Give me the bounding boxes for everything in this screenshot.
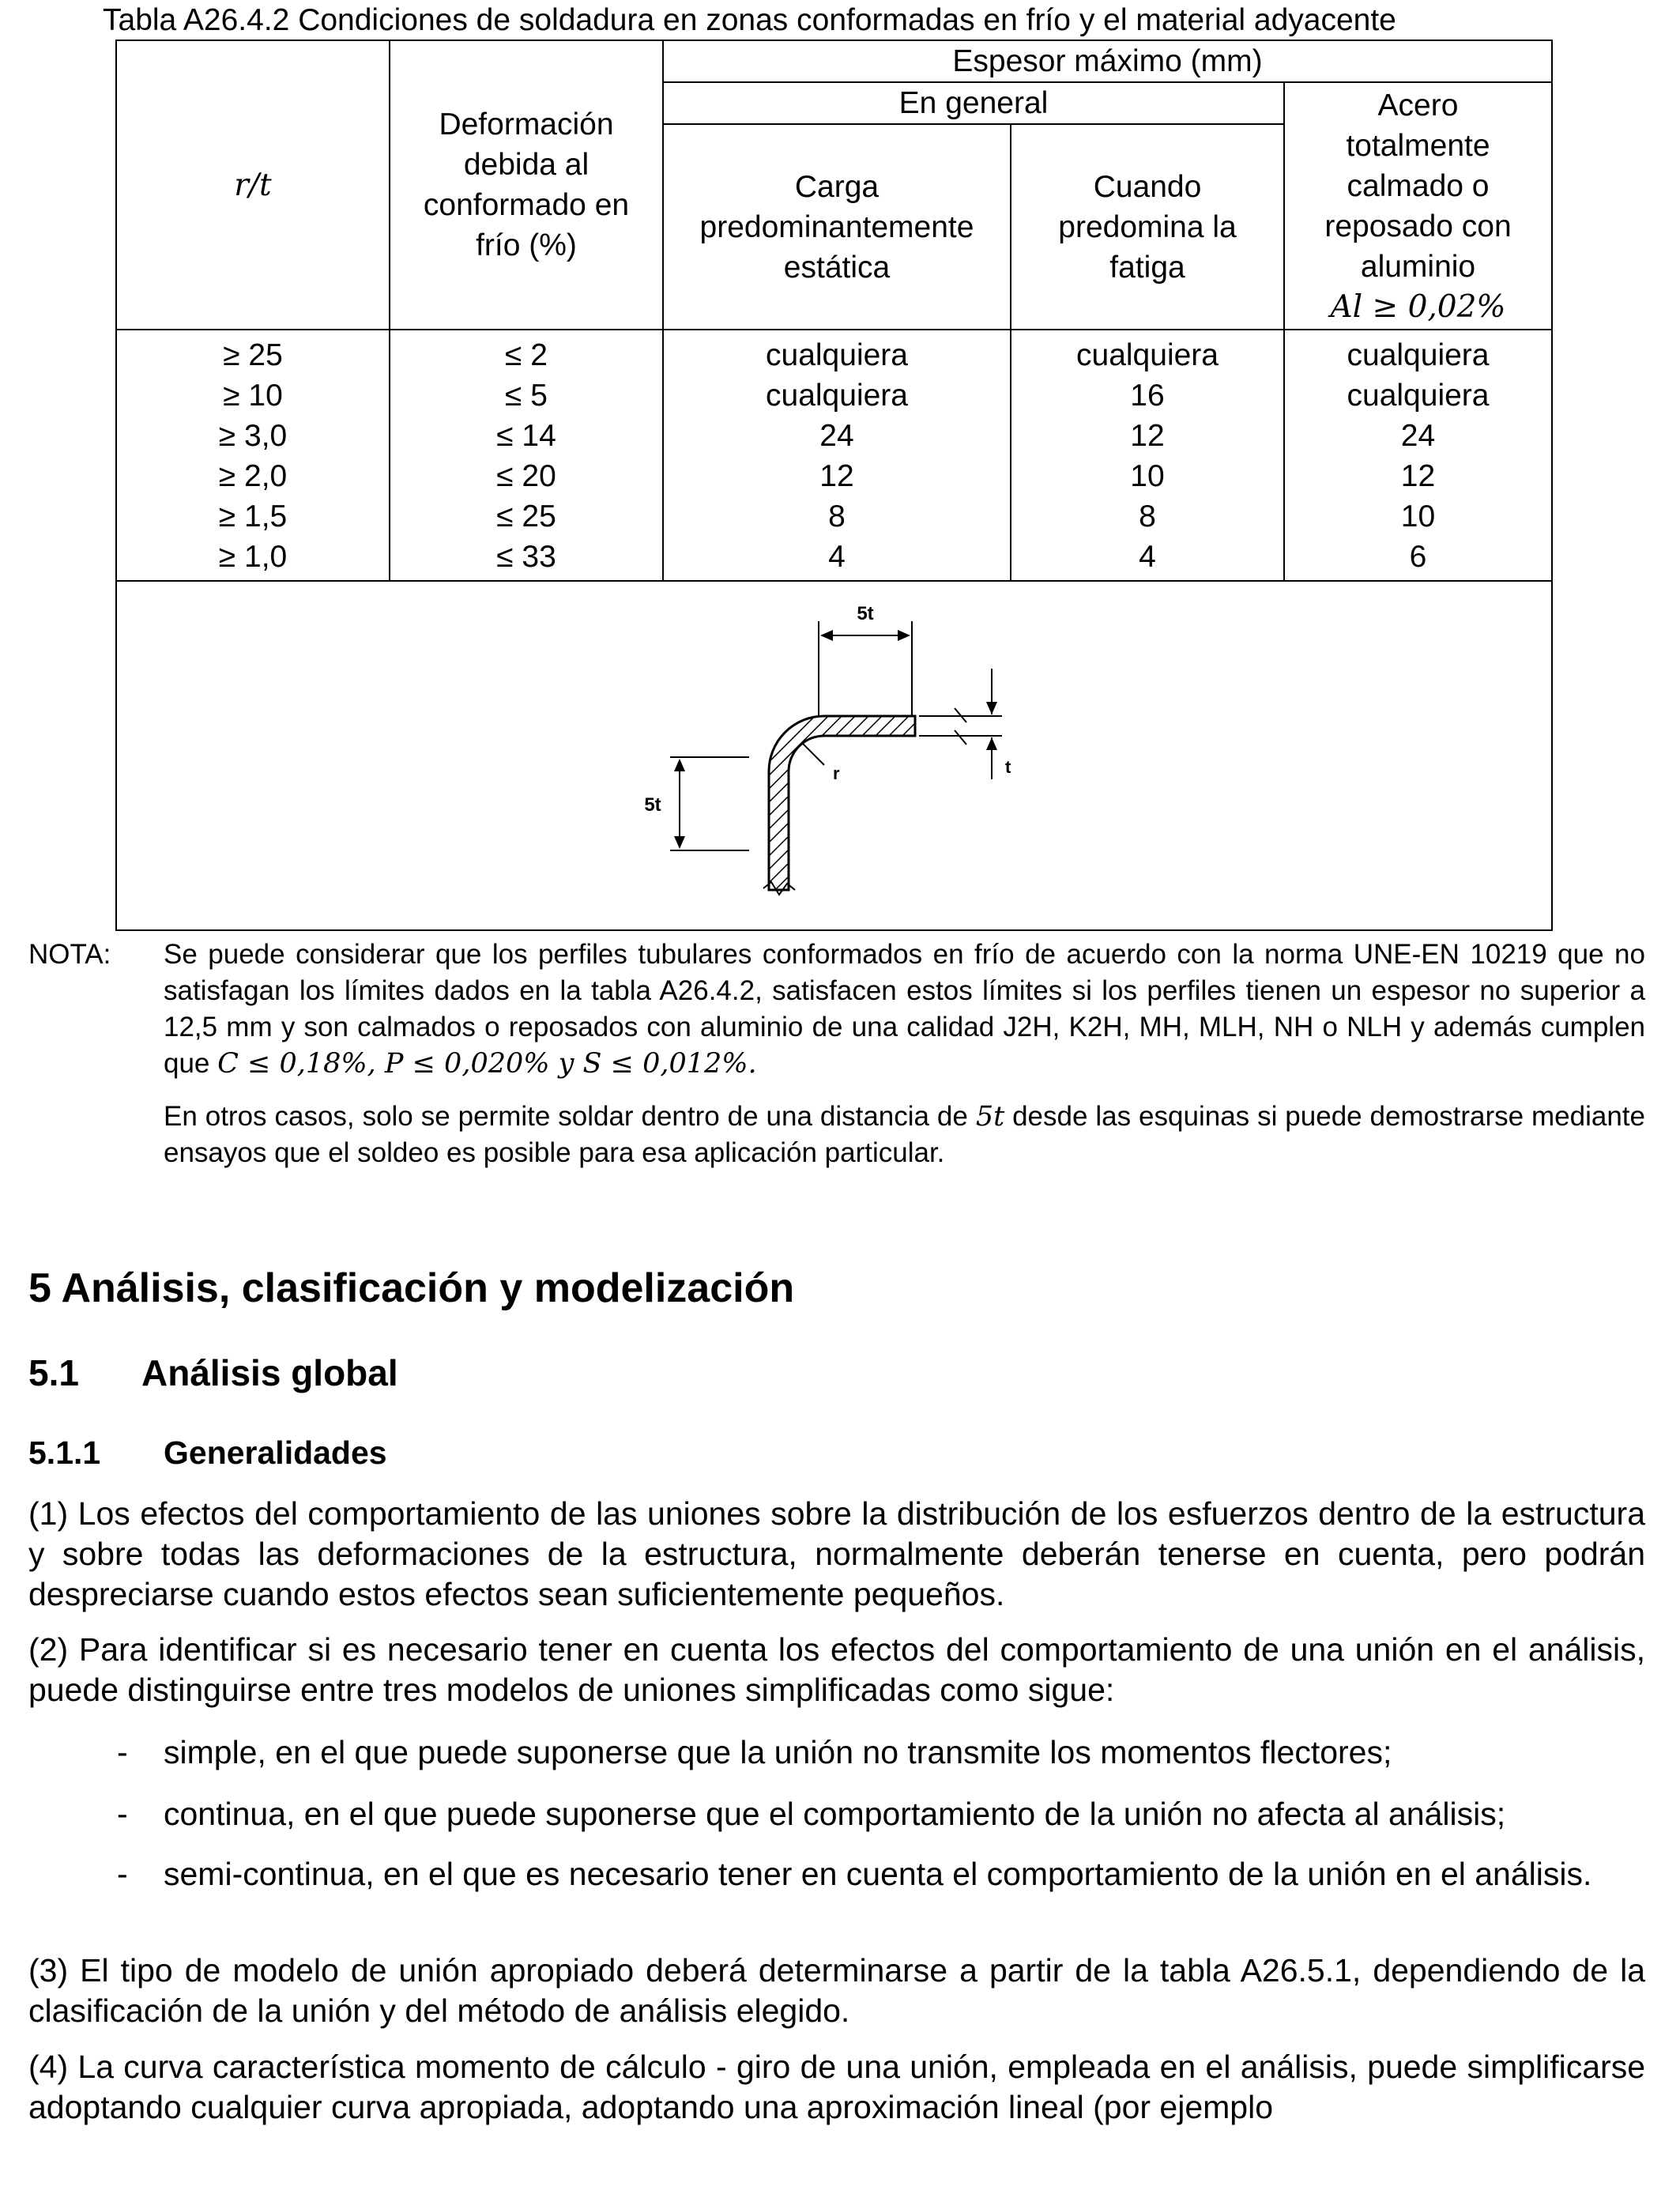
welding-conditions-table <box>115 40 1553 931</box>
header-max-thickness: Espesor máximo (mm) <box>663 40 1552 82</box>
header-fatigue: Cuando predomina la fatiga <box>1011 124 1284 330</box>
dim-label-left: 5t <box>644 794 661 816</box>
note-paragraph-2: En otros casos, solo se permite soldar dentro de una distancia de 5t desde las esquinas si puede demostrarse mediante ensayos que el soldeo es posible para esa aplicación particular. <box>164 1101 1645 1168</box>
column-deformation: ≤ 2 ≤ 5 ≤ 14 ≤ 20 ≤ 25 ≤ 33 <box>390 330 663 581</box>
column-killed-steel: cualquiera cualquiera 24 12 10 6 <box>1284 330 1552 581</box>
column-static-load: cualquiera cualquiera 24 12 8 4 <box>663 330 1011 581</box>
header-static-load: Carga predominantemente estática <box>663 124 1011 330</box>
column-fatigue: cualquiera 16 12 10 8 4 <box>1011 330 1284 581</box>
paragraph-4: (4) La curva característica momento de cálculo - giro de una unión, empleada en el análisis, puede simplificarse adoptando cualquier curva apropiada, adoptando una aproximación lineal (por ejemplo <box>28 2049 1645 2125</box>
corner-diagram <box>117 582 1550 929</box>
bullet-item: semi-continua, en el que es necesario tener en cuenta el comportamiento de la unión en el análisis. <box>164 1856 1592 1892</box>
column-rt: ≥ 25 ≥ 10 ≥ 3,0 ≥ 2,0 ≥ 1,5 ≥ 1,0 <box>116 330 390 581</box>
note-label: NOTA: <box>28 939 111 970</box>
table-caption: Tabla A26.4.2 Condiciones de soldadura en zonas conformadas en frío y el material adyacente <box>103 3 1396 37</box>
header-deformation: Deformación debida al conformado en frío (%) <box>390 40 663 330</box>
bullet-mark: - <box>117 1856 128 1892</box>
bullet-mark: - <box>117 1734 128 1770</box>
section-heading-5-1: 5.1 Análisis global <box>28 1352 398 1393</box>
dim-label-top: 5t <box>857 603 874 624</box>
header-killed-steel: Acero totalmente calmado o reposado con aluminio Al ≥ 0,02% <box>1284 82 1552 330</box>
section-heading-5: 5 Análisis, clasificación y modelización <box>28 1265 795 1311</box>
header-rt: r/t <box>116 40 390 330</box>
radius-label: r <box>833 763 840 783</box>
paragraph-1: (1) Los efectos del comportamiento de las uniones sobre la distribución de los esfuerzos dentro de la estructura y sobre todas las deformaciones de la estructura, normalmente deberán tenerse en cuenta, pero podrán despreciarse cuando estos efectos sean suficientemente pequeños. <box>28 1495 1645 1612</box>
paragraph-3: (3) El tipo de modelo de unión apropiado deberá determinarse a partir de la tabla A26.5.1, dependiendo de la clasificación de la unión y del método de análisis elegido. <box>28 1952 1645 2029</box>
bullet-item: continua, en el que puede suponerse que el comportamiento de la unión no afecta al análisis; <box>164 1796 1506 1832</box>
cold-formed-corner-figure <box>116 581 1552 930</box>
section-heading-5-1-1: 5.1.1 Generalidades <box>28 1434 387 1471</box>
bullet-mark: - <box>117 1796 128 1832</box>
thickness-label: t <box>1005 757 1011 777</box>
note-paragraph-1: Se puede considerar que los perfiles tubulares conformados en frío de acuerdo con la norma UNE-EN 10219 que no satisfagan los límites dados en la tabla A26.4.2, satisfacen estos límites si los perfiles tienen un espesor no superior a 12,5 mm y son calmados o reposados con aluminio de una calidad J2H, K2H, MH, MLH, NH o NLH y además cumplen que C ≤ 0,18%, P ≤ 0,020% y S ≤ 0,012%. <box>164 939 1645 1080</box>
paragraph-2: (2) Para identificar si es necesario tener en cuenta los efectos del comportamiento de una unión en el análisis, puede distinguirse entre tres modelos de uniones simplificadas como sigue: <box>28 1631 1645 1708</box>
bullet-item: simple, en el que puede suponerse que la unión no transmite los momentos flectores; <box>164 1734 1392 1770</box>
header-general: En general <box>663 82 1284 124</box>
